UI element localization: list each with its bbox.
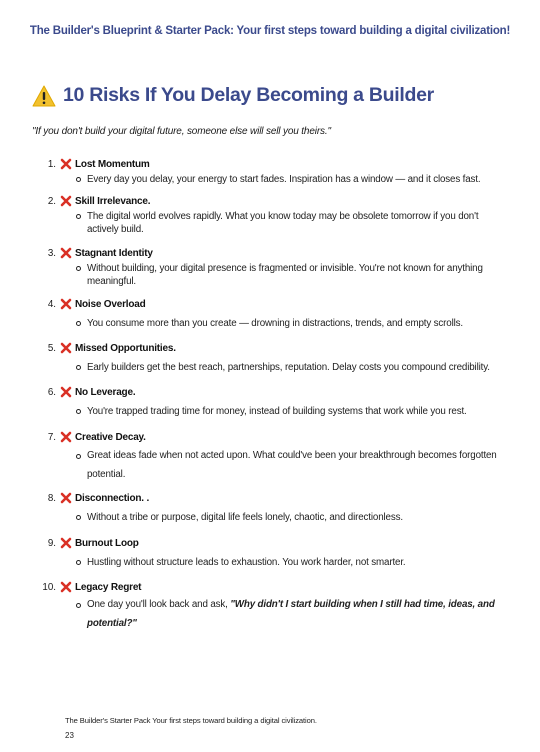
item-number: 8. — [47, 493, 56, 504]
bullet-icon — [76, 454, 81, 459]
risk-title: No Leverage. — [75, 386, 136, 398]
cross-mark-icon — [60, 386, 72, 398]
cross-mark-icon — [60, 247, 72, 259]
risk-description: Without building, your digital presence is fragmented or invisible. You're not known for anything meaningful. — [87, 263, 483, 287]
item-number: 4. — [47, 299, 56, 310]
cross-mark-icon — [60, 537, 72, 549]
risk-description: Early builders get the best reach, partnerships, reputation. Delay costs you compound credibility. — [87, 362, 490, 373]
risk-description: Without a tribe or purpose, digital life feels lonely, chaotic, and directionless. — [87, 512, 403, 523]
bullet-icon — [76, 560, 81, 565]
risk-title: Skill Irrelevance. — [75, 195, 151, 207]
risk-title: Stagnant Identity — [75, 247, 153, 259]
cross-mark-icon — [60, 342, 72, 354]
bullet-icon — [76, 214, 81, 219]
cross-mark-icon — [60, 581, 72, 593]
section-quote: "If you don't build your digital future, someone else will sell you theirs." — [32, 126, 331, 137]
item-number: 1. — [47, 159, 56, 170]
item-number: 10. — [42, 582, 56, 593]
risk-title: Noise Overload — [75, 298, 146, 310]
page-number: 23 — [65, 731, 74, 740]
risk-description: One day you'll look back and ask, — [87, 599, 231, 610]
page-header: The Builder's Blueprint & Starter Pack: Your first steps toward building a digital civilization! — [29, 25, 511, 37]
risk-description: The digital world evolves rapidly. What you know today may be obsolete tomorrow if you don't actively build. — [87, 211, 479, 235]
risk-description: You're trapped trading time for money, instead of building systems that work while you rest. — [87, 406, 467, 417]
risk-description: Hustling without structure leads to exhaustion. You work harder, not smarter. — [87, 557, 406, 568]
bullet-icon — [76, 515, 81, 520]
risk-title: Creative Decay. — [75, 431, 146, 443]
bullet-icon — [76, 266, 81, 271]
risk-description-emphasis: "Why didn't I start building when I still had time, ideas, and potential?" — [87, 599, 495, 629]
bullet-icon — [76, 365, 81, 370]
bullet-icon — [76, 321, 81, 326]
item-number: 2. — [47, 196, 56, 207]
cross-mark-icon — [60, 158, 72, 170]
item-number: 5. — [47, 343, 56, 354]
risk-description: You consume more than you create — drowning in distractions, trends, and empty scrolls. — [87, 318, 463, 329]
risk-title: Lost Momentum — [75, 158, 150, 170]
risk-description: Every day you delay, your energy to start fades. Inspiration has a window — and it closes fast. — [87, 174, 481, 185]
risk-title: Disconnection. . — [75, 492, 150, 504]
bullet-icon — [76, 177, 81, 182]
risk-title: Burnout Loop — [75, 537, 139, 549]
item-number: 3. — [47, 248, 56, 259]
item-number: 6. — [47, 387, 56, 398]
item-number: 7. — [47, 432, 56, 443]
cross-mark-icon — [60, 298, 72, 310]
cross-mark-icon — [60, 195, 72, 207]
footer-text: The Builder's Starter Pack Your first steps toward building a digital civilization. — [65, 716, 317, 725]
bullet-icon — [76, 603, 81, 608]
risk-description: Great ideas fade when not acted upon. What could've been your breakthrough becomes forgotten potential. — [87, 450, 497, 480]
section-title: 10 Risks If You Delay Becoming a Builder — [63, 84, 434, 106]
bullet-icon — [76, 409, 81, 414]
risk-title: Missed Opportunities. — [75, 342, 176, 354]
risk-title: Legacy Regret — [75, 581, 142, 593]
cross-mark-icon — [60, 492, 72, 504]
item-number: 9. — [47, 538, 56, 549]
cross-mark-icon — [60, 431, 72, 443]
